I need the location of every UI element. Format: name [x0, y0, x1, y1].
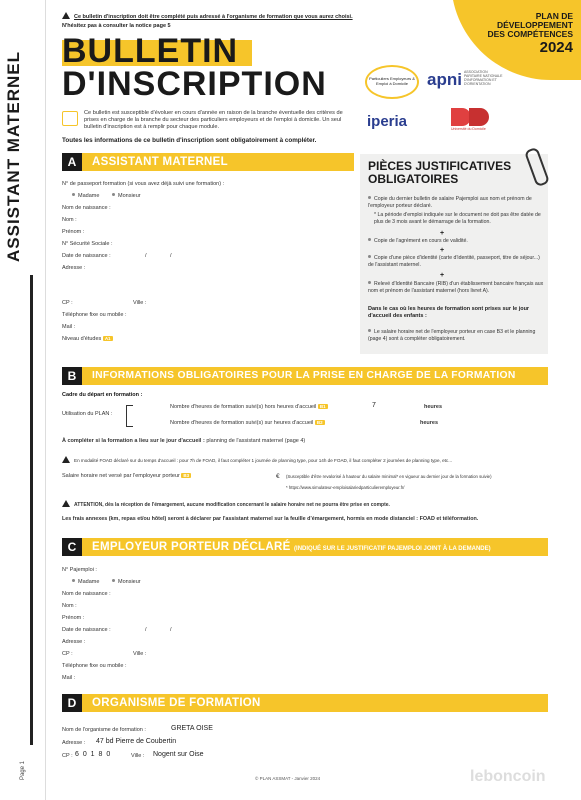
section-c-title: EMPLOYEUR PORTEUR DÉCLARÉ (INDIQUÉ SUR LE JUSTIFICATIF PAJEMPLOI JOINT À LA DEMANDE) [92, 541, 491, 553]
section-a-title: ASSISTANT MATERNEL [92, 156, 228, 168]
paperclip-icon [524, 147, 550, 187]
checkbox-icon [112, 193, 115, 196]
intro-text: Ce bulletin est susceptible d'évoluer en cours d'année en raison de la branche éventuelle des critères de prises en charge de la branche du secteur des particuliers employeurs et de l'emploi à domicile. Un seul bulletin d'inscription est à remplir pour chaque module. [84, 110, 343, 130]
plus-icon: + [440, 272, 445, 279]
organisme-adresse-label: Adresse : [62, 740, 86, 746]
piece-4: Relevé d'Identité Bancaire (RIB) d'un établissement bancaire français aux nom et prénom de l'assistant maternel (hors livret A). [368, 281, 544, 294]
prenom-label: Prénom : [62, 229, 85, 235]
logo-iperia: iperia [367, 113, 408, 130]
organisme-ville-value[interactable]: Nogent sur Oise [153, 751, 204, 758]
salaire-label: Salaire horaire net versé par l'employeur porteur B3 [62, 473, 190, 479]
euro-sign: € [276, 473, 280, 480]
section-b-title: INFORMATIONS OBLIGATOIRES POUR LA PRISE EN CHARGE DE LA FORMATION [92, 370, 516, 381]
brace [126, 405, 133, 427]
logo-particuliers-employeurs: Particuliers Employeurs & Emploi à Domicile [365, 65, 419, 99]
plan-label [488, 12, 574, 56]
organisme-cp-label: CP : [62, 753, 73, 759]
niveau-label: Niveau d'études A1 [62, 336, 111, 342]
organisme-adresse-value[interactable]: 47 bd Pierre de Coubertin [96, 738, 177, 745]
mandatory-note: Toutes les informations de ce bulletin d'inscription sont obligatoirement à compléter. [62, 137, 317, 144]
warning-icon [62, 12, 70, 19]
nom-naissance-label-c: Nom de naissance : [62, 591, 111, 597]
date-slash-2-c: / [170, 627, 172, 633]
watermark: leboncoin [470, 768, 546, 785]
hors-heures-label: Nombre d'heures de formation suivi(s) hors heures d'accueil B1 [170, 404, 326, 410]
frais-note: Les frais annexes (km, repas et/ou hôtel) seront à déclarer par l'assistant maternel sur la feuille d'émargement, hormis en mode distanciel : FOAD et téléformation. [62, 516, 479, 522]
warning-icon [62, 456, 70, 463]
telephone-label-c: Téléphone fixe ou mobile : [62, 663, 127, 669]
adresse-label: Adresse : [62, 265, 86, 271]
madame-option[interactable]: Madame [72, 193, 99, 199]
badge-a1: A1 [104, 336, 111, 341]
sidebar [0, 0, 46, 800]
section-b-letter: B [62, 367, 82, 385]
date-slash-2: / [170, 253, 172, 259]
sidebar-rule [30, 275, 33, 745]
ville-label-c: Ville : [133, 651, 147, 657]
pieces-title: PIÈCES JUSTIFICATIVES OBLIGATOIRES [368, 159, 512, 186]
plan-year: 2024 [539, 39, 573, 56]
cadre-label: Cadre du départ en formation : [62, 392, 143, 398]
warning-line-1: Ce bulletin d'inscription doit être complété puis adressé à l'organisme de formation que vous aurez choisi. [74, 14, 353, 20]
foad-note: En modalité FOAD déclaré sur du temps d'accueil : pour 7h de FOAD, il faut compléter 1 journée de planning type, pour 14h de FOAD, il faut compléter 2 journées de planning type, etc... [62, 456, 452, 463]
plan-line-2: DÉVELOPPEMENT [496, 20, 573, 30]
attention-note: ATTENTION, dès la réception de l'émargement, aucune modification concernant le salaire horaire net ne pourra être prise en compte. [62, 500, 390, 508]
salaire-note: (Susceptible d'être revalorisé à hauteur du salaire minimal* en vigueur au dernier jour de la formation suivie) [286, 474, 492, 479]
sidebar-title: ASSISTANT MATERNEL [4, 51, 23, 262]
mail-label: Mail : [62, 324, 76, 330]
adresse-label-c: Adresse : [62, 639, 86, 645]
plus-icon: + [440, 230, 445, 237]
piece-1: Copie du dernier bulletin de salaire Pajemploi aux nom et prénom de l'employeur porteur déclaré. [368, 196, 532, 209]
pieces-justificatives-box [360, 154, 548, 354]
checkbox-icon [112, 579, 115, 582]
plan-line-1: PLAN DE [535, 11, 573, 21]
organisme-value[interactable]: GRETA OISE [171, 725, 213, 732]
plus-icon: + [440, 247, 445, 254]
date-naissance-label: Date de naissance : [62, 253, 111, 259]
sur-heures-unit: heures [420, 420, 439, 426]
secu-label: N° Sécurité Sociale : [62, 241, 113, 247]
nom-naissance-label: Nom de naissance : [62, 205, 111, 211]
checkbox-icon [72, 193, 75, 196]
hors-heures-unit: heures [424, 404, 443, 410]
date-slash-1-c: / [145, 627, 147, 633]
nom-label: Nom : [62, 217, 77, 223]
monsieur-option-c[interactable]: Monsieur [112, 579, 141, 585]
piece-5: Le salaire horaire net de l'employeur porteur en case B3 et le planning (page 4) sont à compléter obligatoirement. [368, 329, 536, 342]
organisme-cp-value[interactable]: 6 0 1 8 0 [75, 751, 112, 758]
mail-label-c: Mail : [62, 675, 76, 681]
partner-logos [365, 65, 535, 145]
section-c-letter: C [62, 538, 82, 556]
hors-heures-value[interactable]: 7 [372, 402, 376, 409]
warning-icon [62, 500, 70, 507]
completer-note: À compléter si la formation a lieu sur le jour d'accueil : planning de l'assistant maternel (page 4) [62, 438, 306, 444]
warning-note [62, 12, 353, 31]
cp-label-c: CP : [62, 651, 73, 657]
pajemploi-label: N° Pajemploi : [62, 567, 97, 573]
checkbox-icon [72, 579, 75, 582]
organisme-label: Nom de l'organisme de formation : [62, 727, 146, 733]
calendar-icon [62, 111, 78, 126]
title-line-1: BULLETIN [62, 32, 239, 70]
logo-universite-domicile: Université du Domicile [451, 108, 495, 130]
section-d-letter: D [62, 694, 82, 712]
page-title [62, 32, 327, 103]
passport-label: N° de passeport formation (si vous avez déjà suivi une formation) : [62, 181, 225, 187]
madame-option-c[interactable]: Madame [72, 579, 99, 585]
title-line-2: D'INSCRIPTION [62, 65, 327, 103]
organisme-ville-label: Ville : [131, 753, 145, 759]
date-naissance-label-c: Date de naissance : [62, 627, 111, 633]
prenom-label-c: Prénom : [62, 615, 85, 621]
warning-line-2: N'hésitez pas à consulter la notice page 5 [62, 23, 171, 29]
nom-label-c: Nom : [62, 603, 77, 609]
piece-2: Copie de l'agrément en cours de validité. [368, 238, 544, 245]
plan-line-3: DES COMPÉTENCES [487, 29, 573, 39]
sur-heures-label: Nombre d'heures de formation suivi(s) sur heures d'accueil B2 [170, 420, 323, 426]
logo-apni: apni ASSOCIATION PARITAIRE NATIONALE D'INFORMATION ET D'ORIENTATION [427, 70, 503, 89]
footer: © PLAN ASSMAT - Janvier 2024 [255, 776, 321, 781]
simulateur-url[interactable]: * https://www.simulateur-emploisalariedparticulieremployeur.fr/ [286, 485, 405, 490]
cp-label: CP : [62, 300, 73, 306]
ville-label: Ville : [133, 300, 147, 306]
piece-3: Copie d'une pièce d'identité (carte d'identité, passeport, titre de séjour...) de l'assistant maternel. [368, 255, 540, 268]
piece-condition: Dans le cas où les heures de formation sont prises sur le jour d'accueil des enfants : [368, 306, 530, 319]
page-number: Page 1 [20, 760, 26, 780]
section-d-title: ORGANISME DE FORMATION [92, 697, 261, 709]
utilisation-label: Utilisation du PLAN : [62, 411, 113, 417]
monsieur-option[interactable]: Monsieur [112, 193, 141, 199]
section-a-letter: A [62, 153, 82, 171]
piece-1-note: * La période d'emploi indiquée sur le document ne doit pas être datée de plus de 3 mois avant le démarrage de la formation. [374, 212, 541, 225]
date-slash-1: / [145, 253, 147, 259]
telephone-label: Téléphone fixe ou mobile : [62, 312, 127, 318]
